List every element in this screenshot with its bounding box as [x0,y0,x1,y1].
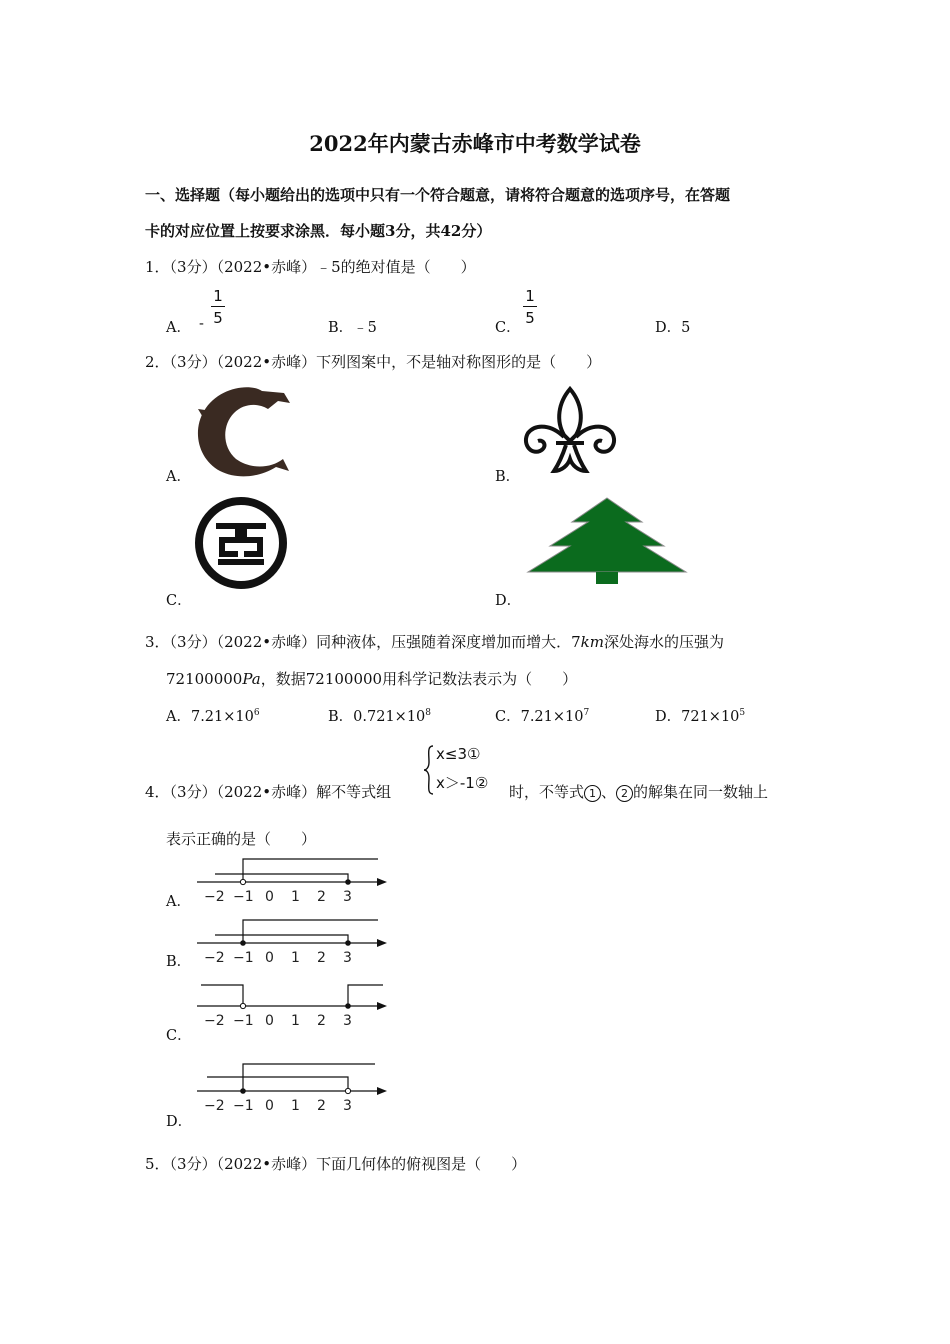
tick-label: 1 [291,950,300,966]
tick-label: 3 [343,950,352,966]
q1-c-numerator: 1 [525,287,535,305]
number-line-c [195,976,390,1031]
q5-stem: 5．（3分）（2022•赤峰）下面几何体的俯视图是（ ） [145,1155,527,1173]
q1-c-label: C． [495,320,521,336]
page-title: 2022年内蒙古赤峰市中考数学试卷 [309,131,641,156]
pine-tree-icon [524,494,690,588]
q2-option-d[interactable]: D． [495,593,522,609]
q2-stem: 2．（3分）（2022•赤峰）下列图案中，不是轴对称图形的是（ ） [145,353,602,371]
q3-option-c[interactable] [495,705,589,726]
q1-c-denominator: 5 [525,309,535,327]
system-brace [423,744,435,796]
q3-option-d[interactable] [655,705,745,726]
q4-stem-post: 的解集在同一数轴上 [633,783,769,801]
q4-separator: 、 [601,783,617,801]
q1-a-fraction [211,287,225,327]
q4-system-line1: x≤3① [436,745,481,763]
q1-stem: 1．（3分）（2022•赤峰）﹣5的绝对值是（ ） [145,258,476,276]
q3-stem1-post: 深处海水的压强为 [603,633,724,651]
tick-label: 1 [291,889,300,905]
fleur-de-lis-icon [522,385,618,477]
tick-label: −2 [204,1098,225,1114]
q3-stem1-unit: km [580,633,604,651]
tick-label: 1 [291,1013,300,1029]
q2-option-b[interactable]: B． [495,469,521,485]
tick-label: −1 [233,1013,254,1029]
q3-d-exp: 5 [739,708,746,719]
tick-label: −2 [204,889,225,905]
q4-option-c[interactable]: C． [166,1028,192,1044]
q1-a-sign: - [199,316,204,332]
circled-two: 2 [616,785,633,802]
q1-option-b[interactable]: B．﹣5 [328,320,377,336]
q3-b-exp: 8 [425,708,432,719]
q3-stem-line1 [145,631,724,652]
q4-option-a[interactable]: A． [166,894,191,910]
q2-option-a[interactable]: A． [166,469,191,485]
q4-stem-mid: 时，不等式 [509,783,585,801]
bank-logo-icon [194,496,288,590]
q3-a-exp: 6 [253,708,260,719]
tick-label: 3 [343,1013,352,1029]
section-heading-line2: 卡的对应位置上按要求涂黑．每小题3分，共42分） [145,222,492,240]
tick-label: 2 [317,950,326,966]
tick-label: 0 [265,1013,274,1029]
tick-label: 0 [265,1098,274,1114]
tick-label: 3 [343,889,352,905]
q3-stem2-num: 72100000 [166,670,243,688]
circled-one: 1 [584,785,601,802]
q3-stem-line2 [166,668,577,689]
q1-a-label: A． [166,320,191,336]
dragon-c-icon [190,385,295,480]
q1-a-denominator: 5 [213,309,223,327]
q3-d-base: D．721×10 [655,709,740,725]
q3-b-base: B．0.721×10 [328,709,426,725]
tick-label: −1 [233,1098,254,1114]
q1-c-fraction [523,287,537,327]
q4-option-b[interactable]: B． [166,954,192,970]
q3-option-a[interactable] [166,705,260,726]
tick-label: 2 [317,1013,326,1029]
q1-a-numerator: 1 [213,287,223,305]
tick-label: −2 [204,1013,225,1029]
number-line-b [195,913,390,968]
q3-c-base: C．7.21×10 [495,709,584,725]
tick-label: −1 [233,889,254,905]
q4-stem-rest [509,781,768,802]
q3-c-exp: 7 [583,708,590,719]
tick-label: 3 [343,1098,352,1114]
q3-stem1-pre: 3．（3分）（2022•赤峰）同种液体，压强随着深度增加而增大．7 [145,633,581,651]
tick-label: 2 [317,1098,326,1114]
q4-system-line2: x＞-1② [436,774,489,792]
tick-label: 0 [265,889,274,905]
number-line-a [195,852,390,907]
tick-label: −2 [204,950,225,966]
number-line-d [195,1058,390,1113]
q4-stem-pre: 4．（3分）（2022•赤峰）解不等式组 [145,783,392,801]
q4-option-d[interactable]: D． [166,1114,193,1130]
tick-label: 1 [291,1098,300,1114]
tick-label: 0 [265,950,274,966]
q1-option-d[interactable]: D．5 [655,320,691,336]
q2-option-c[interactable]: C． [166,593,192,609]
q3-a-base: A．7.21×10 [166,709,254,725]
section-heading-line1: 一、选择题（每小题给出的选项中只有一个符合题意，请将符合题意的选项序号，在答题 [145,186,731,204]
q3-stem2-post: ，数据72100000用科学记数法表示为（ ） [260,670,578,688]
tick-label: −1 [233,950,254,966]
tick-label: 2 [317,889,326,905]
q4-stem-line2: 表示正确的是（ ） [166,830,317,848]
q3-stem2-unit: Pa [242,670,261,688]
q3-option-b[interactable] [328,705,431,726]
